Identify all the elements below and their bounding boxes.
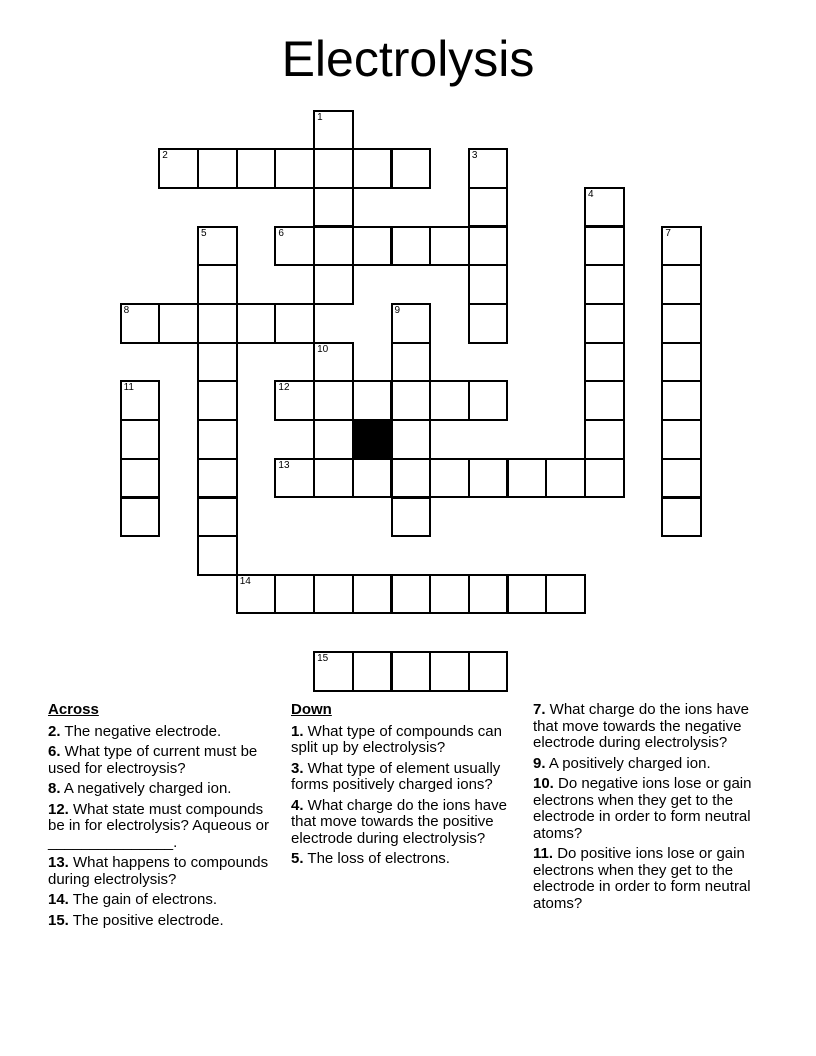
clue-item-text: What charge do the ions have that move towards the positive electrode during electrolysis? xyxy=(291,796,507,847)
grid-cell[interactable] xyxy=(352,651,393,692)
clue-item-number: 8. xyxy=(48,780,61,797)
grid-cell[interactable] xyxy=(391,226,432,267)
clue-number: 3 xyxy=(471,150,478,162)
grid-cell[interactable] xyxy=(274,303,315,344)
clue-item-number: 6. xyxy=(48,743,61,760)
clue-item-number: 12. xyxy=(48,800,69,818)
grid-cell[interactable] xyxy=(391,458,432,499)
grid-cell[interactable] xyxy=(661,380,702,421)
clue-number: 15 xyxy=(317,653,329,665)
grid-cell[interactable] xyxy=(468,264,509,305)
clue-number: 13 xyxy=(278,459,290,471)
grid-cell[interactable] xyxy=(352,148,393,189)
grid-cell[interactable] xyxy=(120,419,161,460)
across-heading: Across xyxy=(48,701,99,718)
clue-item-text: Do negative ions lose or gain electrons when they get to the electrode in order to form neutral atoms? xyxy=(533,775,752,842)
grid-cell[interactable] xyxy=(661,342,702,383)
grid-cell-blocked xyxy=(352,419,393,460)
grid-cell[interactable] xyxy=(313,110,354,151)
grid-cell[interactable] xyxy=(584,226,625,267)
grid-cell[interactable] xyxy=(313,342,354,383)
clue-item-number: 7. xyxy=(533,701,546,718)
down-clues xyxy=(291,702,513,872)
clue-item-text: What happens to compounds during electrolysis? xyxy=(48,854,269,888)
grid-cell[interactable] xyxy=(391,419,432,460)
grid-cell[interactable] xyxy=(468,187,509,228)
grid-cell[interactable] xyxy=(120,458,161,499)
grid-cell[interactable] xyxy=(197,342,238,383)
clue-item xyxy=(48,744,273,777)
grid-cell[interactable] xyxy=(274,380,315,421)
clue-item xyxy=(48,781,273,798)
grid-cell[interactable] xyxy=(352,380,393,421)
clue-item xyxy=(291,851,513,868)
grid-cell[interactable] xyxy=(584,380,625,421)
clue-number: 6 xyxy=(278,227,284,239)
grid-cell[interactable] xyxy=(313,148,354,189)
grid-cell[interactable] xyxy=(584,187,625,228)
grid-cell[interactable] xyxy=(352,226,393,267)
across-clue-list xyxy=(48,724,273,930)
grid-cell[interactable] xyxy=(661,458,702,499)
clue-item xyxy=(533,846,758,912)
clue-number: 2 xyxy=(162,150,168,162)
grid-cell[interactable] xyxy=(468,380,509,421)
grid-cell[interactable] xyxy=(429,651,470,692)
clue-item xyxy=(48,892,273,909)
grid-cell[interactable] xyxy=(584,303,625,344)
grid-cell[interactable] xyxy=(391,148,432,189)
grid-cell[interactable] xyxy=(158,148,199,189)
down-clue-list-continued xyxy=(533,702,758,912)
grid-cell[interactable] xyxy=(584,419,625,460)
clue-item-text: What type of current must be used for electroysis? xyxy=(48,743,258,777)
grid-cell[interactable] xyxy=(391,651,432,692)
grid-cell[interactable] xyxy=(661,419,702,460)
clue-number: 11 xyxy=(123,382,134,394)
grid-cell[interactable] xyxy=(197,419,238,460)
grid-cell[interactable] xyxy=(197,303,238,344)
clue-item-text: The gain of electrons. xyxy=(68,891,218,908)
clue-item xyxy=(48,724,273,741)
grid-cell[interactable] xyxy=(313,574,354,615)
grid-cell[interactable] xyxy=(429,226,470,267)
clue-number: 5 xyxy=(201,227,207,239)
grid-cell[interactable] xyxy=(236,574,277,615)
grid-cell[interactable] xyxy=(313,651,354,692)
grid-cell[interactable] xyxy=(236,303,277,344)
clue-item-text: A negatively charged ion. xyxy=(60,780,232,797)
grid-cell[interactable] xyxy=(158,303,199,344)
grid-cell[interactable] xyxy=(197,226,238,267)
clue-item-number: 13. xyxy=(48,854,69,871)
grid-cell[interactable] xyxy=(197,380,238,421)
across-clues xyxy=(48,702,273,933)
grid-cell[interactable] xyxy=(468,226,509,267)
grid-cell[interactable] xyxy=(197,458,238,499)
clue-item-number: 1. xyxy=(291,722,304,740)
clue-item xyxy=(291,724,513,757)
clue-item-text: Do positive ions lose or gain electrons when they get to the electrode in order to form neutral atoms? xyxy=(533,845,751,912)
grid-cell[interactable] xyxy=(197,497,238,538)
grid-cell[interactable] xyxy=(313,226,354,267)
grid-cell[interactable] xyxy=(352,458,393,499)
clue-item-text: What charge do the ions have that move towards the negative electrode during electrolysis? xyxy=(533,701,749,751)
grid-cell[interactable] xyxy=(197,264,238,305)
clue-item xyxy=(533,756,758,773)
grid-cell[interactable] xyxy=(391,380,432,421)
clue-number: 12 xyxy=(278,382,290,394)
clue-number: 14 xyxy=(239,575,251,587)
grid-cell[interactable] xyxy=(313,187,354,228)
clue-item-number: 11. xyxy=(533,845,554,862)
grid-cell[interactable] xyxy=(352,574,393,615)
clue-item-text: What type of compounds can split up by electrolysis? xyxy=(291,722,502,756)
grid-cell[interactable] xyxy=(313,419,354,460)
clue-number: 1 xyxy=(317,111,323,123)
grid-cell[interactable] xyxy=(468,574,509,615)
grid-cell[interactable] xyxy=(120,497,161,538)
grid-cell[interactable] xyxy=(661,264,702,305)
grid-cell[interactable] xyxy=(429,574,470,615)
grid-cell[interactable] xyxy=(661,226,702,267)
grid-cell[interactable] xyxy=(274,458,315,499)
grid-cell[interactable] xyxy=(236,148,277,189)
clue-item xyxy=(533,776,758,842)
clue-item-number: 3. xyxy=(291,759,304,777)
clue-number: 9 xyxy=(394,305,401,316)
down-heading: Down xyxy=(291,701,332,718)
grid-cell[interactable] xyxy=(584,458,625,499)
grid-cell[interactable] xyxy=(468,651,509,692)
clue-item-text: The loss of electrons. xyxy=(303,850,450,867)
grid-cell[interactable] xyxy=(274,226,315,267)
clue-item-number: 5. xyxy=(291,850,304,867)
grid-cell[interactable] xyxy=(391,303,432,344)
clue-item xyxy=(533,702,758,752)
grid-cell[interactable] xyxy=(661,497,702,538)
page-title: Electrolysis xyxy=(281,31,535,87)
grid-cell[interactable] xyxy=(545,574,586,615)
grid-cell[interactable] xyxy=(274,148,315,189)
grid-cell[interactable] xyxy=(468,458,509,499)
grid-cell[interactable] xyxy=(468,303,509,344)
clue-item xyxy=(48,913,273,930)
grid-cell[interactable] xyxy=(391,342,432,383)
clue-item-text: What state must compounds be in for electrolysis? Aqueous or _______________. xyxy=(48,800,269,851)
clue-item-number: 15. xyxy=(48,911,69,929)
grid-cell[interactable] xyxy=(313,380,354,421)
grid-cell[interactable] xyxy=(507,574,548,615)
clue-number: 10 xyxy=(317,343,329,355)
grid-cell[interactable] xyxy=(661,303,702,344)
clue-item-number: 10. xyxy=(533,775,554,792)
clue-item-text: What type of element usually forms positively charged ions? xyxy=(291,759,501,793)
clue-number: 7 xyxy=(665,227,671,239)
clue-item xyxy=(48,855,273,888)
clue-item-number: 4. xyxy=(291,796,304,814)
clue-number: 8 xyxy=(123,305,130,316)
clue-item-text: A positively charged ion. xyxy=(545,754,711,772)
grid-cell[interactable] xyxy=(120,303,161,344)
clue-item-number: 9. xyxy=(533,754,546,772)
grid-cell[interactable] xyxy=(429,380,470,421)
clue-number: 4 xyxy=(588,188,594,200)
grid-cell[interactable] xyxy=(313,264,354,305)
grid-cell[interactable] xyxy=(274,574,315,615)
clue-item-text: The negative electrode. xyxy=(60,722,222,740)
grid-cell[interactable] xyxy=(313,458,354,499)
grid-cell[interactable] xyxy=(507,458,548,499)
down-clue-list xyxy=(291,724,513,868)
clue-item-number: 2. xyxy=(48,722,61,740)
grid-cell[interactable] xyxy=(391,574,432,615)
grid-cell[interactable] xyxy=(197,148,238,189)
grid-cell[interactable] xyxy=(468,148,509,189)
grid-cell[interactable] xyxy=(545,458,586,499)
grid-cell[interactable] xyxy=(584,342,625,383)
grid-cell[interactable] xyxy=(391,497,432,538)
clue-item-number: 14. xyxy=(48,891,69,908)
grid-cell[interactable] xyxy=(584,264,625,305)
clue-item xyxy=(291,798,513,848)
down-clues-continued xyxy=(533,702,758,916)
clue-item xyxy=(291,761,513,794)
grid-cell[interactable] xyxy=(429,458,470,499)
grid-cell[interactable] xyxy=(120,380,161,421)
clue-item-text: The positive electrode. xyxy=(68,911,224,929)
grid-cell[interactable] xyxy=(197,535,238,576)
clue-item xyxy=(48,802,273,852)
